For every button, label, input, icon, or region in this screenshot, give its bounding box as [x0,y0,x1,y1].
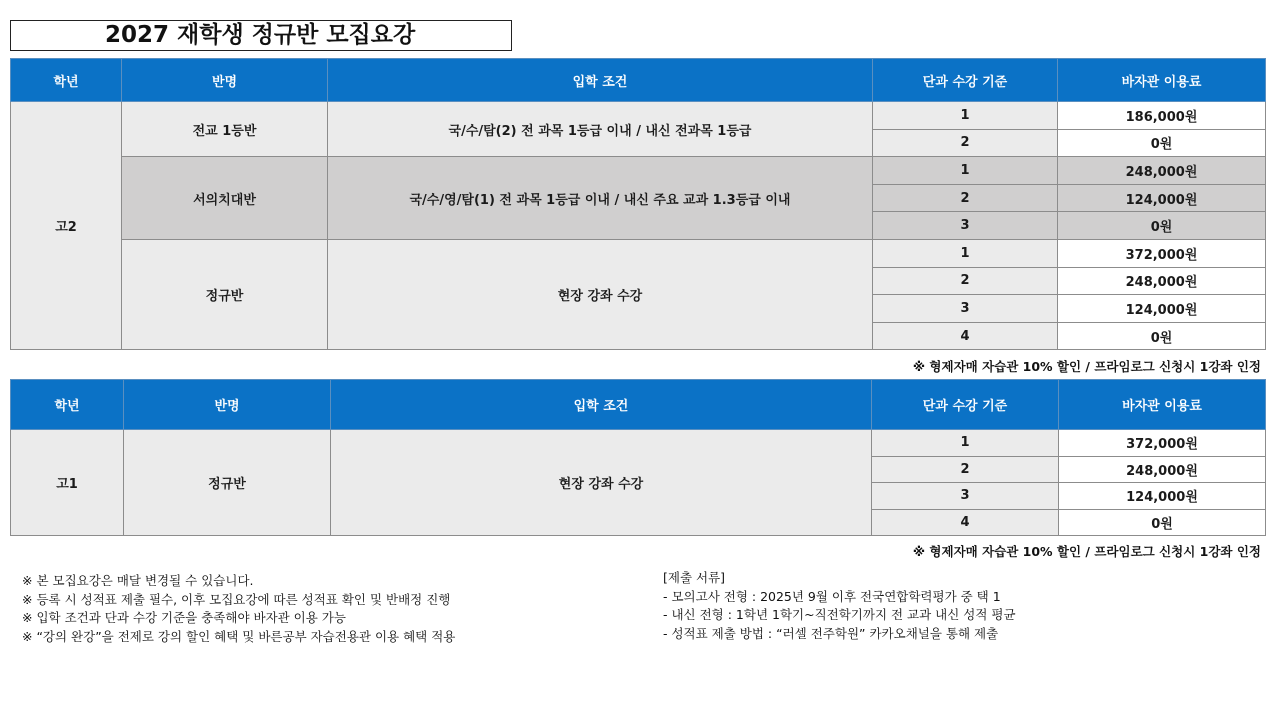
fee-cell: 372,000원 [1059,430,1266,457]
fee-cell: 186,000원 [1058,102,1266,130]
course-count-cell: 4 [872,509,1059,536]
fee-cell: 0원 [1058,322,1266,350]
header-condition: 입학 조건 [331,380,872,430]
fee-cell: 248,000원 [1058,267,1266,295]
note-line: ※ 등록 시 성적표 제출 필수, 이후 모집요강에 따른 성적표 확인 및 반배정 진행 [22,591,451,607]
course-count-cell: 1 [873,239,1058,267]
submission-title: [제출 서류] [663,570,726,585]
fee-cell: 0원 [1059,509,1266,536]
condition-cell: 현장 강좌 수강 [331,430,872,536]
table-header-row [11,380,1266,430]
page-title: 2027 재학생 정규반 모집요강 [10,20,512,51]
note-line: ※ “강의 완강”을 전제로 강의 할인 혜택 및 바른공부 자습전용관 이용 혜택 적용 [22,628,456,644]
table-header-row [11,59,1266,102]
table-row [11,239,1266,267]
grade2-fee-table [10,58,1266,350]
fee-cell: 372,000원 [1058,239,1266,267]
grade1-fee-table [10,379,1266,536]
note-line: ※ 본 모집요강은 매달 변경될 수 있습니다. [22,573,254,588]
course-count-cell: 3 [873,295,1058,323]
course-count-cell: 3 [873,212,1058,240]
course-count-cell: 3 [872,483,1059,510]
submission-item: - 성적표 제출 방법 : “러셀 전주학원” 카카오채널을 통해 제출 [663,625,999,641]
course-count-cell: 1 [873,157,1058,185]
fee-cell: 124,000원 [1058,184,1266,212]
course-count-cell: 2 [873,129,1058,157]
header-course-count: 단과 수강 기준 [873,59,1058,102]
general-notes [22,572,455,646]
fee-cell: 0원 [1058,129,1266,157]
course-count-cell: 2 [872,456,1059,483]
course-count-cell: 4 [873,322,1058,350]
class-name-cell: 전교 1등반 [122,102,328,157]
note-line: ※ 입학 조건과 단과 수강 기준을 충족해야 바자관 이용 가능 [22,610,346,625]
submission-item: - 내신 전형 : 1학년 1학기~직전학기까지 전 교과 내신 성적 평균 [663,607,1016,622]
submission-documents [663,569,1016,643]
header-condition: 입학 조건 [328,59,873,102]
grade-cell: 고1 [11,430,124,536]
class-name-cell: 정규반 [124,430,331,536]
fee-cell: 0원 [1058,212,1266,240]
course-count-cell: 1 [873,102,1058,130]
header-grade: 학년 [11,59,122,102]
course-count-cell: 1 [872,430,1059,457]
condition-cell: 현장 강좌 수강 [328,239,873,349]
course-count-cell: 2 [873,267,1058,295]
fee-cell: 124,000원 [1058,295,1266,323]
grade-cell: 고2 [11,102,122,350]
table-row [11,430,1266,457]
table-row [11,102,1266,130]
table-row [11,157,1266,185]
class-name-cell: 서의치대반 [122,157,328,240]
header-fee: 바자관 이용료 [1059,380,1266,430]
discount-note: ※ 형제자매 자습관 10% 할인 / 프라임로그 신청시 1강좌 인정 [912,359,1261,374]
fee-cell: 124,000원 [1059,483,1266,510]
header-class-name: 반명 [124,380,331,430]
condition-cell: 국/수/탐(2) 전 과목 1등급 이내 / 내신 전과목 1등급 [328,102,873,157]
header-course-count: 단과 수강 기준 [872,380,1059,430]
fee-cell: 248,000원 [1059,456,1266,483]
header-class-name: 반명 [122,59,328,102]
header-fee: 바자관 이용료 [1058,59,1266,102]
submission-item: - 모의고사 전형 : 2025년 9월 이후 전국연합학력평가 중 택 1 [663,588,1001,604]
discount-note: ※ 형제자매 자습관 10% 할인 / 프라임로그 신청시 1강좌 인정 [912,544,1261,559]
fee-cell: 248,000원 [1058,157,1266,185]
course-count-cell: 2 [873,184,1058,212]
class-name-cell: 정규반 [122,239,328,349]
header-grade: 학년 [11,380,124,430]
condition-cell: 국/수/영/탐(1) 전 과목 1등급 이내 / 내신 주요 교과 1.3등급 이내 [328,157,873,240]
